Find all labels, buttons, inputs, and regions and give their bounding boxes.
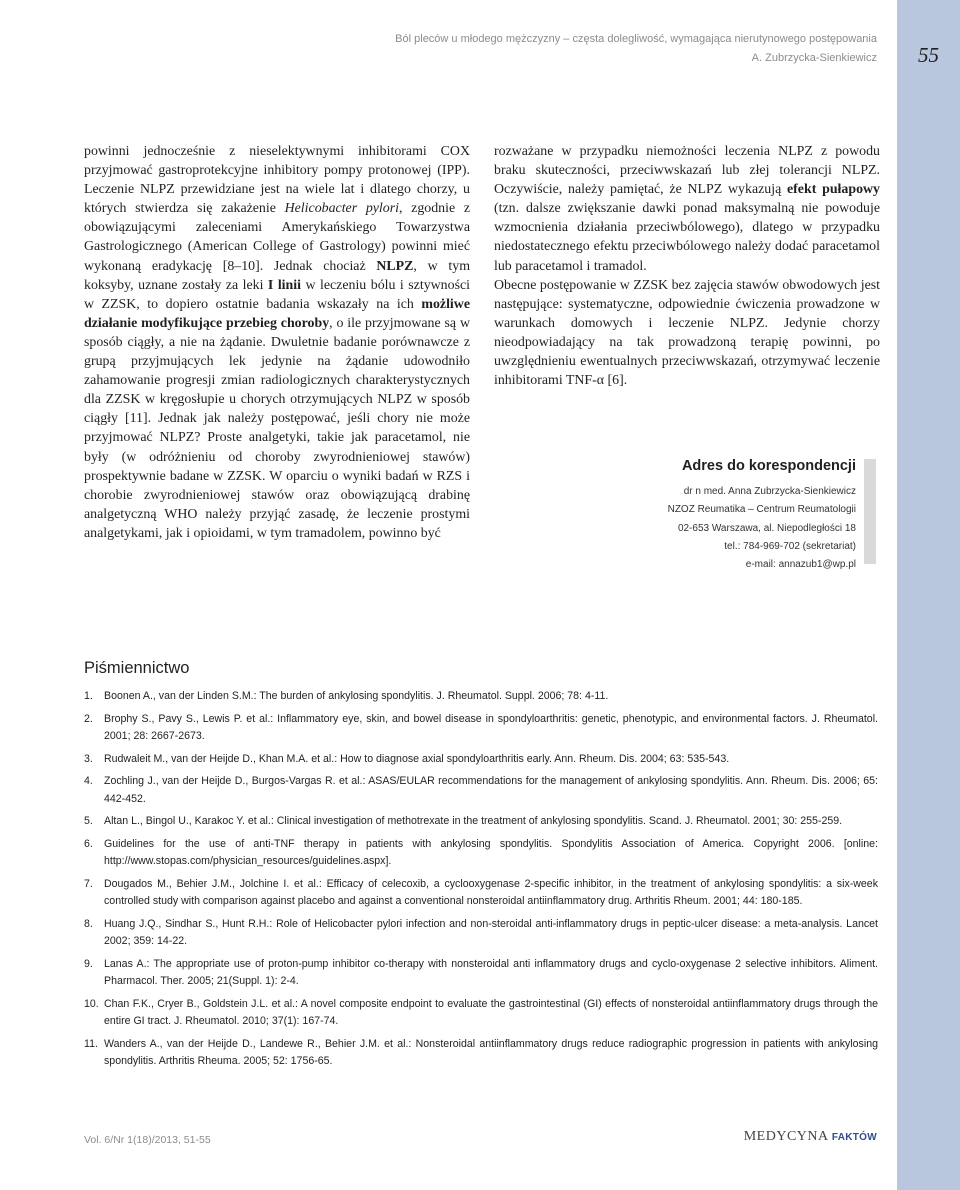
reference-text: Rudwaleit M., van der Heijde D., Khan M.A. et al.: How to diagnose axial spondyloarthritis early. Ann. Rheum. Dis. 2004; 63: 535-543.	[104, 752, 730, 765]
running-author: A. Zubrzycka-Sienkiewicz	[751, 52, 877, 64]
reference-number: 10.	[84, 997, 99, 1010]
journal-logo-main: MEDYCYNA	[743, 1129, 828, 1144]
reference-text: Dougados M., Behier J.M., Jolchine I. et al.: Efficacy of celecoxib, a cyclooxygenase 2-specific inhibitor, in the treatment of ankylosing spondylitis: a six-week controlled study with comparison against placebo and against a conventional nonsteroidal antiinflammatory drug. Arthritis Rheum. 2001; 44: 180-185.	[104, 877, 878, 907]
reference-number: 3.	[84, 752, 93, 765]
paragraph: powinni jednocześnie z nieselektywnymi inhibitorami COX przyjmować gastroprotekcyjne inhibitory pompy protonowej (IPP). Leczenie NLPZ przewidziane jest na wiele lat i dlatego chorzy, u których stwierdza się zakażenie Helicobacter pylori, zgodnie z obowiązującymi zaleceniami Amerykańskiego Towarzystwa Gastrologicznego (American College of Gastrology) powinni mieć wykonaną eradykację [8–10]. Jednak chociaż NLPZ, w tym koksyby, uznane zostały za leki I linii w leczeniu bólu i sztywności w ZZSK, to dopiero ostatnie badania wskazały na ich możliwe działanie modyfikujące przebieg choroby, o ile przyjmowane są w sposób ciągły, a nie na żądanie. Dwuletnie badanie porównawcze z grupą przyjmujących lek jedynie na żądanie udowodniło zahamowanie progresji zmian radiologicznych charakterystycznych dla ZZSK w kręgosłupie u chorych otrzymujących NLPZ w sposób ciągły [11]. Jednak jak należy postępować, jeśli chory nie może przyjmować NLPZ? Proste analgetyki, takie jak paracetamol, nie były (w odróżnieniu od choroby zwyrodnieniowej stawów) prospektywnie badane w ZZSK. W oparciu o wyniki badań w RZS i chorobie zwyrodnieniowej stawów oraz obowiązującą drabinę analgetyczną WHO należy przyjąć zasadę, że leczenie prostymi analgetykami, jak i opioidami, w tym tramadolem, powinno być	[84, 144, 470, 541]
correspondence-name: dr n med. Anna Zubrzycka-Sienkiewicz	[683, 486, 856, 497]
reference-item	[84, 711, 878, 746]
correspondence-phone: tel.: 784-969-702 (sekretariat)	[724, 540, 856, 552]
right-column	[494, 142, 880, 390]
references-list	[84, 688, 878, 1076]
reference-number: 7.	[84, 877, 93, 890]
reference-item	[84, 956, 878, 991]
reference-item	[84, 1036, 878, 1071]
page-side-band	[897, 0, 960, 1190]
footer-issue: Vol. 6/Nr 1(18)/2013, 51-55	[84, 1134, 211, 1146]
references-heading: Piśmiennictwo	[84, 659, 190, 677]
correspondence-address: 02-653 Warszawa, al. Niepodległości 18	[677, 522, 856, 534]
correspondence-box	[660, 455, 856, 574]
correspondence-institution: NZOZ Reumatika – Centrum Reumatologii	[667, 504, 856, 516]
correspondence-accent-bar	[864, 459, 876, 564]
reference-text: Zochling J., van der Heijde D., Burgos-Vargas R. et al.: ASAS/EULAR recommendations for the management of ankylosing spondylitis. Ann. Rheum. Dis. 2006; 65: 442-452.	[104, 775, 878, 805]
reference-text: Guidelines for the use of anti-TNF therapy in patients with ankylosing spondylitis. Spondylitis Association of America. Copyright 2006. [online: http://www.stopas.com/physician_resources/guidelines.aspx].	[104, 837, 878, 867]
reference-item	[84, 773, 878, 808]
running-title: Ból pleców u młodego mężczyzny – częsta dolegliwość, wymagająca nierutynowego postępowania	[395, 33, 877, 45]
correspondence-email: e-mail: annazub1@wp.pl	[745, 559, 856, 571]
reference-item	[84, 996, 878, 1031]
reference-text: Altan L., Bingol U., Karakoc Y. et al.: Clinical investigation of methotrexate in the treatment of ankylosing spondylitis. Scand. J. Rheumatol. 2001; 30: 255-259.	[104, 815, 843, 827]
reference-text: Chan F.K., Cryer B., Goldstein J.L. et al.: A novel composite endpoint to evaluate the gastrointestinal (GI) effects of nonsteroidal antiinflammatory drugs through the entire GI tract. J. Rheumatol. 2010; 37(1): 167-74.	[104, 997, 878, 1027]
reference-item	[84, 876, 878, 911]
reference-number: 5.	[84, 815, 93, 827]
correspondence-title: Adres do korespondencji	[681, 458, 856, 474]
reference-item	[84, 916, 878, 951]
page-number: 55	[918, 43, 939, 67]
reference-number: 2.	[84, 712, 93, 725]
reference-item	[84, 688, 878, 706]
paragraph: Obecne postępowanie w ZZSK bez zajęcia stawów obwodowych jest następujące: systematyczne, odpowiednie ćwiczenia prowadzone w warunkach domowych i leczenie NLPZ. Jedynie chorzy nieodpowiadający na tak prowadzoną terapię powinni, po uwzględnieniu ewentualnych przeciwwskazań, otrzymywać leczenie inhibitorami TNF-α [6].	[494, 277, 880, 389]
reference-text: Lanas A.: The appropriate use of proton-pump inhibitor co-therapy with nonsteroidal anti inflammatory drugs and cyclo-oxygenase 2 selective inhibitors. Aliment. Pharmacol. Ther. 2005; 21(Suppl. 1): 2-4.	[104, 957, 878, 987]
reference-text: Brophy S., Pavy S., Lewis P. et al.: Inflammatory eye, skin, and bowel disease in spondyloarthritis: genetic, phenotypic, and environmental factors. J. Rheumatol. 2001; 28: 2667-2673.	[104, 712, 878, 742]
paragraph: rozważane w przypadku niemożności leczenia NLPZ z powodu braku skuteczności, przeciwwskazań lub złej tolerancji NLPZ. Oczywiście, należy pamiętać, że NLPZ wykazują efekt pułapowy (tzn. dalsze zwiększanie dawki ponad maksymalną nie powoduje wzmocnienia działania przeciwbólowego), dlatego w przypadku niedostatecznego efektu przeciwbólowego należy dodać paracetamol lub paracetamol i tramadol.	[494, 144, 880, 274]
reference-number: 8.	[84, 917, 93, 930]
reference-number: 4.	[84, 775, 93, 787]
reference-text: Wanders A., van der Heijde D., Landewe R., Behier J.M. et al.: Nonsteroidal antiinflammatory drugs reduce radiographic progression in patients with ankylosing spondylitis. Arthritis Rheuma. 2005; 52: 1756-65.	[104, 1037, 878, 1067]
reference-number: 9.	[84, 957, 93, 970]
journal-logo-sub: FAKTÓW	[831, 1132, 877, 1143]
reference-number: 1.	[84, 690, 93, 702]
reference-text: Boonen A., van der Linden S.M.: The burden of ankylosing spondylitis. J. Rheumatol. Suppl. 2006; 78: 4-11.	[104, 690, 609, 702]
reference-item	[84, 836, 878, 871]
reference-number: 11.	[84, 1037, 98, 1050]
reference-number: 6.	[84, 837, 93, 850]
reference-text: Huang J.Q., Sindhar S., Hunt R.H.: Role of Helicobacter pylori infection and non-steroidal anti-inflammatory drugs in peptic-ulcer disease: a meta-analysis. Lancet 2002; 359: 14-22.	[104, 917, 878, 947]
journal-logo	[744, 1129, 877, 1145]
reference-item	[84, 751, 878, 769]
reference-item	[84, 813, 878, 831]
running-header	[395, 30, 877, 68]
left-column	[84, 142, 470, 543]
